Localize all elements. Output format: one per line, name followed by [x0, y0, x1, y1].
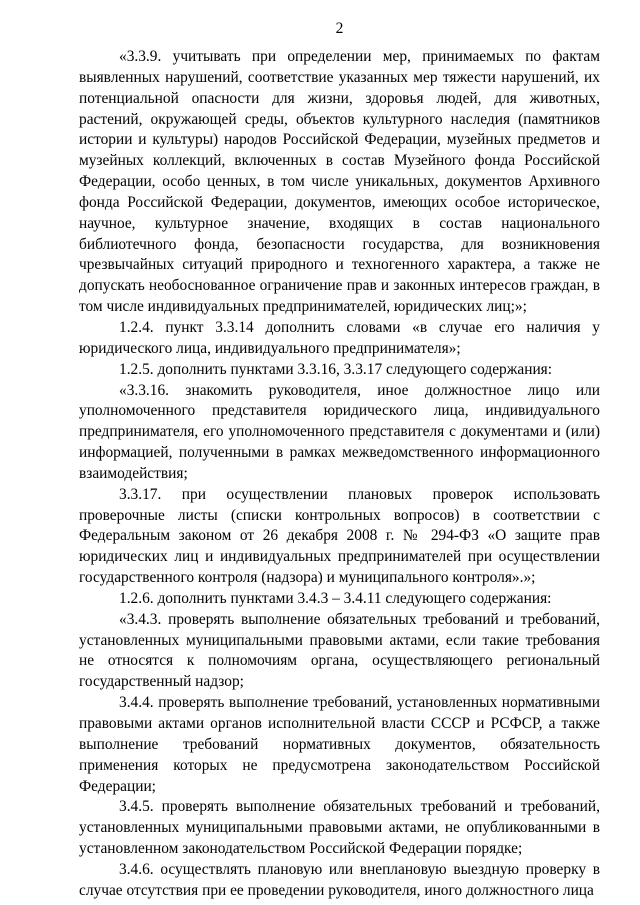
- paragraph-1-2-4: 1.2.4. пункт 3.3.14 дополнить словами «в случае его наличия у юридического лица, индивидуального предпринимателя»;: [79, 318, 600, 357]
- paragraph-3-4-3: «3.4.3. проверять выполнение обязательных требований и требований, установленных муниципальными правовыми актами, если такие требования не относятся к полномочиям органа, осуществляющего региональный государственный надзор;: [79, 610, 600, 691]
- paragraph-3-4-6: 3.4.6. осуществлять плановую или внеплановую выездную проверку в случае отсутствия при ее проведении руководителя, иного должностного лица: [79, 860, 600, 899]
- paragraph-3-3-16: «3.3.16. знакомить руководителя, иное должностное лицо или уполномоченного представителя юридического лица, индивидуального предпринимателя, его уполномоченного представителя с документами и (или) информацией, полученными в рамках межведомственного информационного взаимодействия;: [79, 381, 600, 482]
- page-number: 2: [335, 20, 344, 37]
- paragraph-3-3-9: «3.3.9. учитывать при определении мер, принимаемых по фактам выявленных нарушений, соответствие указанных мер тяжести нарушений, их потенциальной опасности для жизни, здоровья людей, для животных, растений, окружающей среды, объектов культурного наследия (памятников истории и культуры) народов Российской Федерации, музейных предметов и музейных коллекций, включенных в состав Музейного фонда Российской Федерации, особо ценных, в том числе уникальных, документов Архивного фонда Российской Федерации, документов, имеющих особое историческое, научное, культурное значение, входящих в состав национального библиотечного фонда, безопасности государства, для возникновения чрезвычайных ситуаций природного и техногенного характера, а также не допускать необоснованное ограничение прав и законных интересов граждан, в том числе индивидуальных предпринимателей, юридических лиц;»;: [79, 48, 600, 316]
- paragraph-3-4-4: 3.4.4. проверять выполнение требований, установленных нормативными правовыми актами органов исполнительной власти СССР и РСФСР, а также выполнение требований нормативных документов, обязательность применения которых не предусмотрена законодательством Российской Федерации;: [79, 694, 600, 795]
- paragraph-1-2-5: 1.2.5. дополнить пунктами 3.3.16, 3.3.17 следующего содержания:: [119, 360, 553, 378]
- paragraph-3-3-17: 3.3.17. при осуществлении плановых проверок использовать проверочные листы (списки контрольных вопросов) в соответствии с Федеральным законом от 26 декабря 2008 г. № 294-ФЗ «О защите прав юридических лиц и индивидуальных предпринимателей при осуществлении государственного контроля (надзора) и муниципального контроля».»;: [79, 485, 600, 587]
- document-body: [79, 47, 600, 902]
- paragraph-1-2-6: 1.2.6. дополнить пунктами 3.4.3 – 3.4.11 следующего содержания:: [119, 589, 552, 607]
- paragraph-3-4-5: 3.4.5. проверять выполнение обязательных требований и требований, установленных муниципальными правовыми актами, не опубликованными в установленном законодательством Российской Федерации порядке;: [79, 798, 600, 858]
